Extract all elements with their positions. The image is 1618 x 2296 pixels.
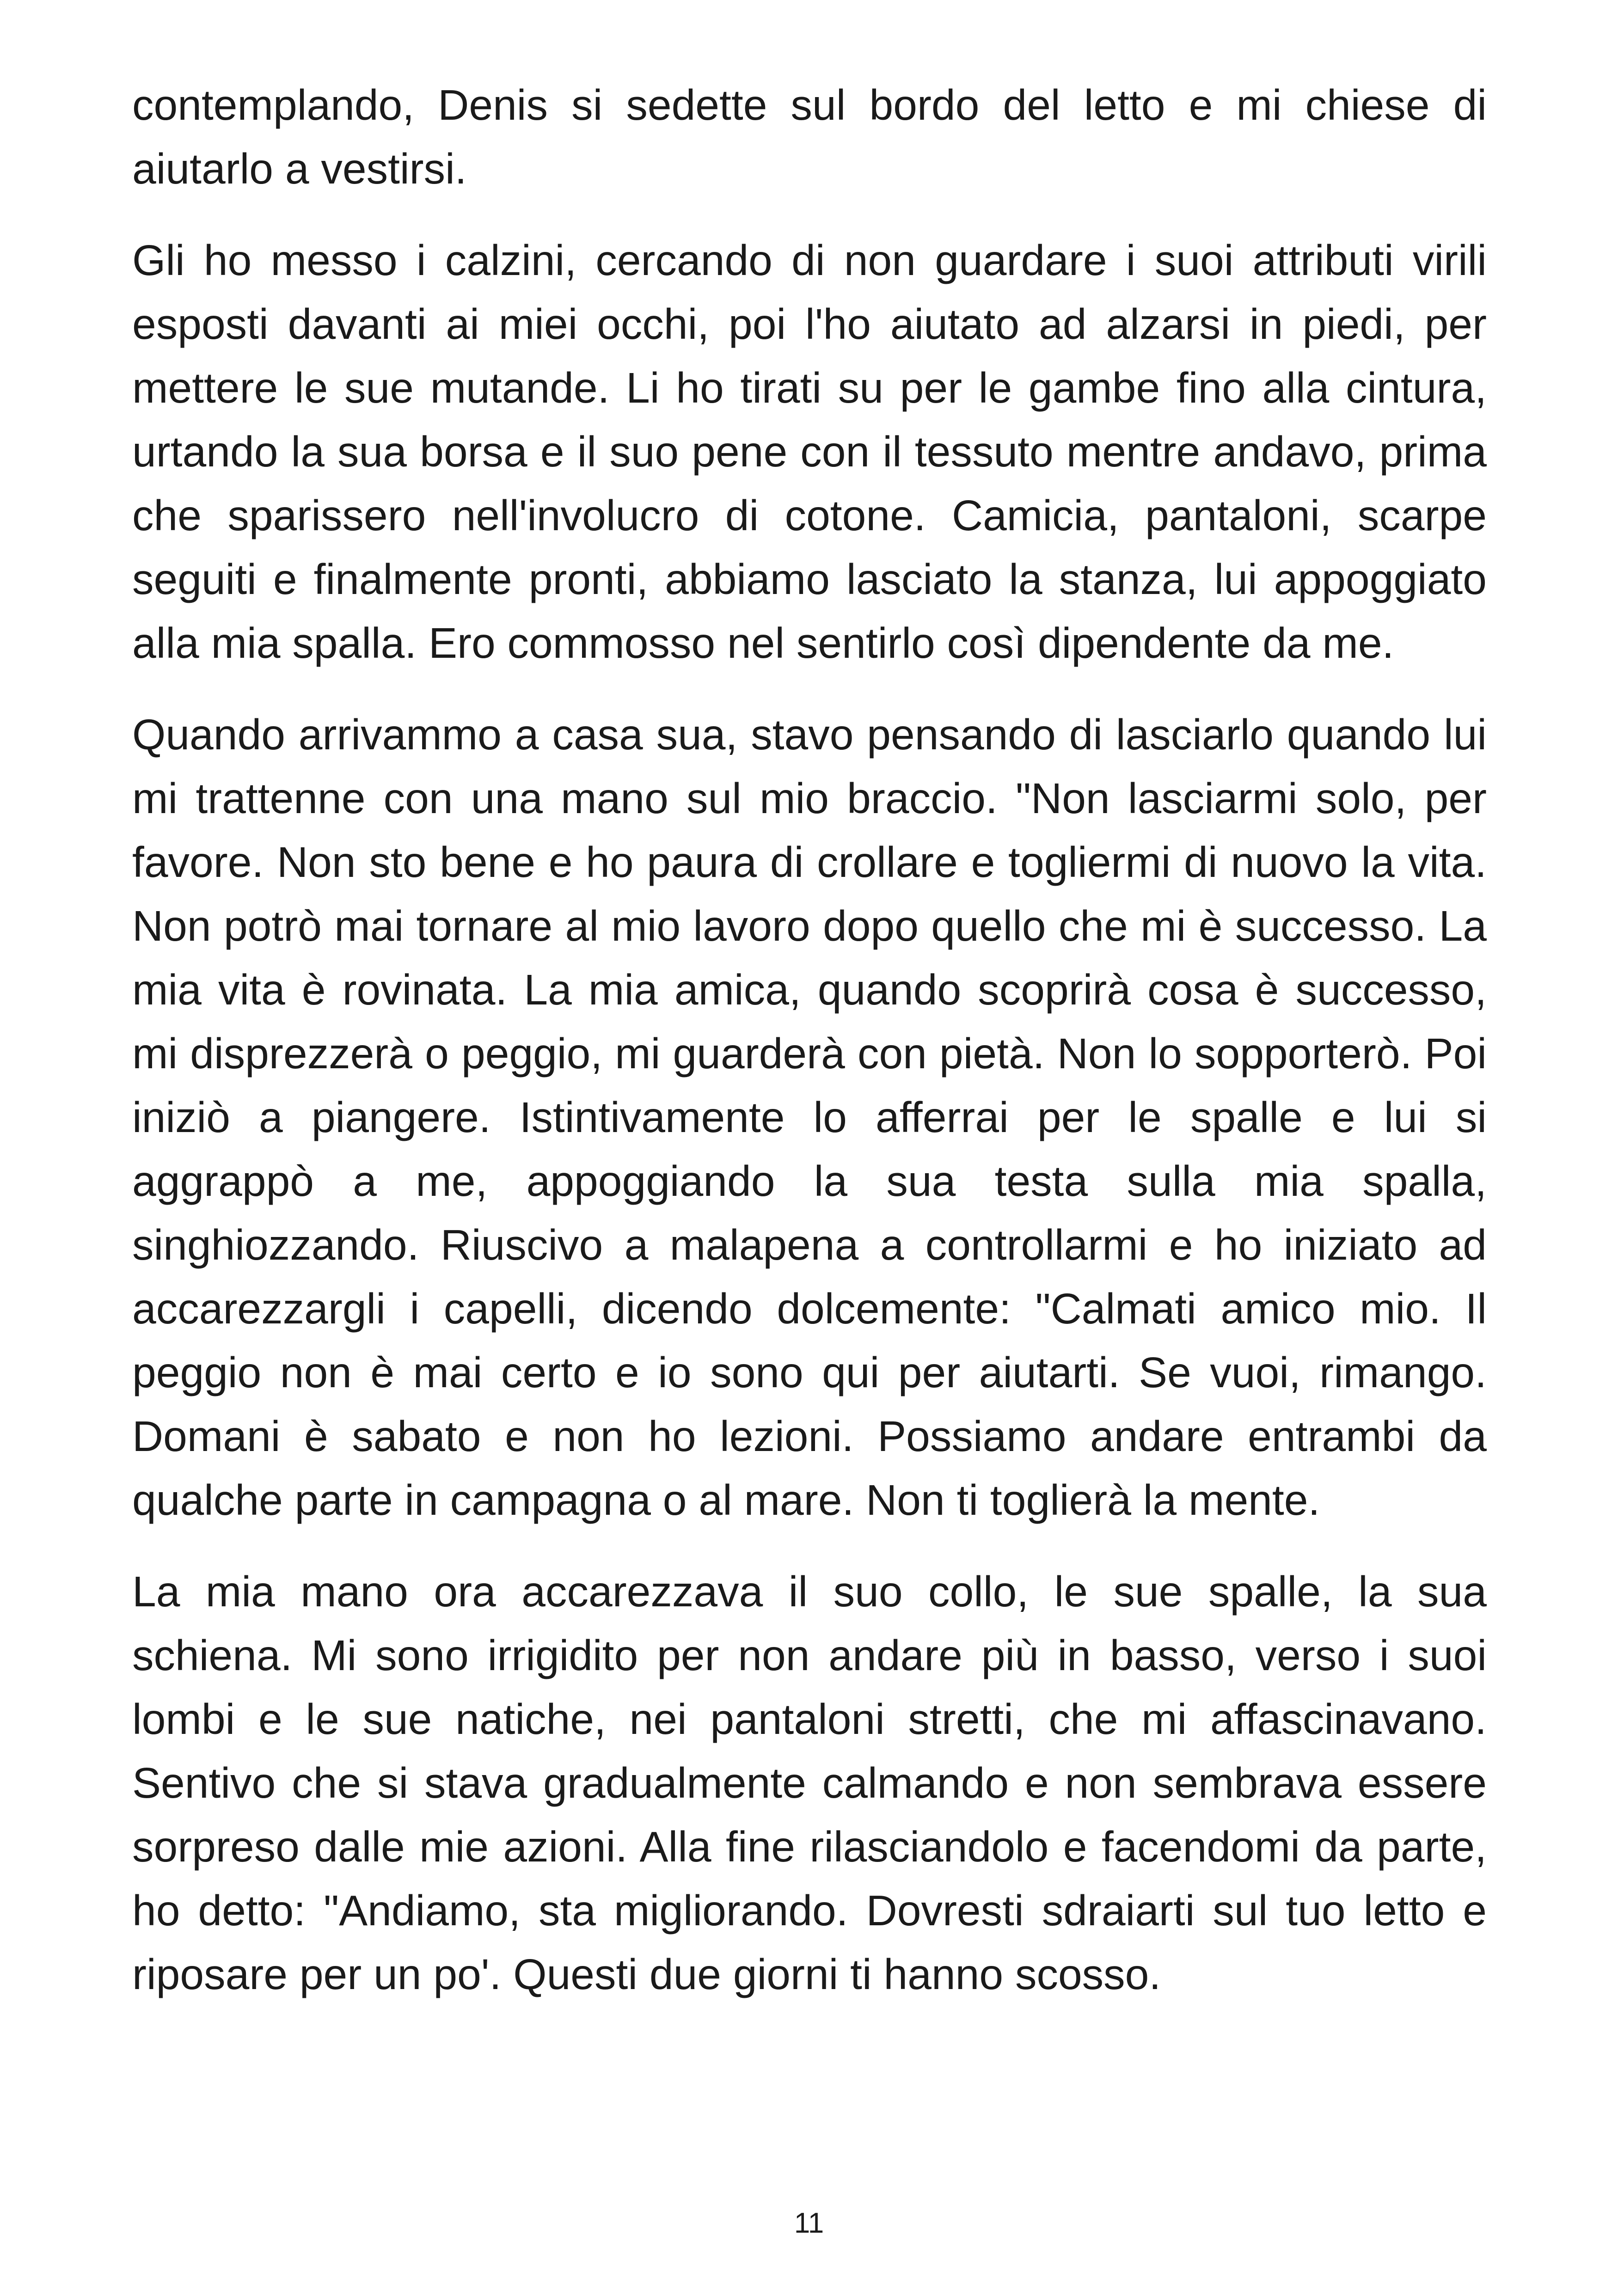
paragraph-1: contemplando, Denis si sedette sul bordo del letto e mi chiese di aiutarlo a vestirsi. (132, 81, 1487, 193)
paragraph-4: La mia mano ora accarezzava il suo collo, le sue spalle, la sua schiena. Mi sono irrigidito per non andare più in basso, verso i suoi lombi e le sue natiche, nei pantaloni stretti, che mi affascinavano. Sentivo che si stava gradualmente calmando e non sembrava essere sorpreso dalle mie azioni. Alla fine rilasciandolo e facendomi da parte, ho detto: "Andiamo, sta migliorando. Dovresti sdraiarti sul tuo letto e riposare per un po'. Questi due giorni ti hanno scosso. (132, 1567, 1487, 1998)
paragraph-3: Quando arrivammo a casa sua, stavo pensando di lasciarlo quando lui mi trattenne con una mano sul mio braccio. "Non lasciarmi solo, per favore. Non sto bene e ho paura di crollare e togliermi di nuovo la vita. Non potrò mai tornare al mio lavoro dopo quello che mi è successo. La mia vita è rovinata. La mia amica, quando scoprirà cosa è successo, mi disprezzerà o peggio, mi guarderà con pietà. Non lo sopporterò. Poi iniziò a piangere. Istintivamente lo afferrai per le spalle e lui si aggrappò a me, appoggiando la sua testa sulla mia spalla, singhiozzando. Riuscivo a malapena a controllarmi e ho iniziato ad accarezzargli i capelli, dicendo dolcemente: "Calmati amico mio. Il peggio non è mai certo e io sono qui per aiutarti. Se vuoi, rimango. Domani è sabato e non ho lezioni. Possiamo andare entrambi da qualche parte in campagna o al mare. Non ti toglierà la mente. (132, 710, 1487, 1524)
page-number: 11 (794, 2207, 824, 2239)
paragraph-2: Gli ho messo i calzini, cercando di non guardare i suoi attributi virili esposti davanti ai miei occhi, poi l'ho aiutato ad alzarsi in piedi, per mettere le sue mutande. Li ho tirati su per le gambe fino alla cintura, urtando la sua borsa e il suo pene con il tessuto mentre andavo, prima che sparissero nell'involucro di cotone. Camicia, pantaloni, scarpe seguiti e finalmente pronti, abbiamo lasciato la stanza, lui appoggiato alla mia spalla. Ero commosso nel sentirlo così dipendente da me. (132, 236, 1487, 667)
body-text (132, 73, 1487, 2034)
